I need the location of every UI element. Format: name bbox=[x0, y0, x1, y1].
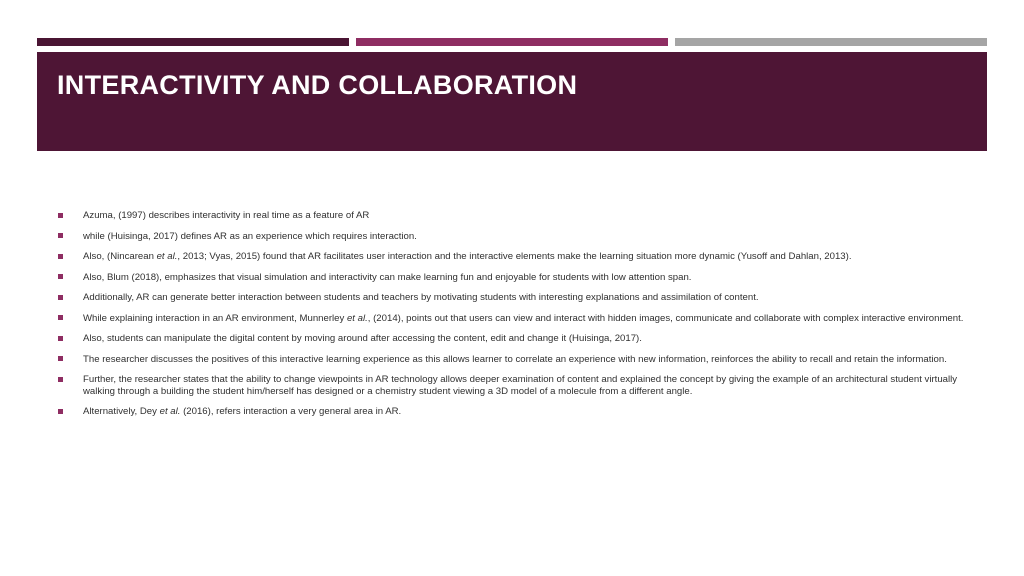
bullet-text: Further, the researcher states that the ability to change viewpoints in AR technology allows deeper examination of content and explained the concept by giving the example of an architectural student virtually walking through a building the student him/herself has designed or a chemistry student viewing a 3D model of a molecule from a different angle. bbox=[83, 374, 958, 397]
bullet-square-icon bbox=[58, 336, 63, 341]
bullet-square-icon bbox=[58, 295, 63, 300]
bullet-square-icon bbox=[58, 254, 63, 259]
bullet-text-part: (2016), refers interaction a very general area in AR. bbox=[180, 406, 402, 417]
bullet-text-italic: et al. bbox=[346, 312, 368, 324]
bullet-text bbox=[83, 313, 968, 325]
bullet-text: Also, Blum (2018), emphasizes that visual simulation and interactivity can make learning fun and enjoyable for students with low attention span. bbox=[83, 271, 692, 283]
bullet-item bbox=[58, 272, 968, 284]
bullet-text-part: , (2014), points out that users can view and interact with hidden images, communicate and collaborate with complex interactive environment. bbox=[367, 312, 964, 324]
bullet-item bbox=[58, 333, 968, 345]
bullet-text: Azuma, (1997) describes interactivity in real time as a feature of AR bbox=[83, 210, 370, 221]
bullet-square-icon bbox=[58, 213, 63, 218]
bullet-text: Additionally, AR can generate better interaction between students and teachers by motivating students with interesting explanations and assimilation of content. bbox=[83, 292, 759, 303]
bullet-square-icon bbox=[58, 377, 63, 382]
top-stripe-grey bbox=[675, 38, 987, 46]
bullet-text-italic: et al. bbox=[159, 406, 181, 417]
bullet-square-icon bbox=[58, 274, 63, 279]
bullet-square-icon bbox=[58, 409, 63, 414]
bullet-square-icon bbox=[58, 233, 63, 238]
bullet-text: Also, students can manipulate the digital content by moving around after accessing the content, edit and change it (Huisinga, 2017). bbox=[83, 333, 642, 344]
title-band bbox=[37, 52, 987, 151]
bullet-text-italic: et al. bbox=[156, 251, 178, 262]
bullet-item bbox=[58, 210, 968, 222]
bullet-text bbox=[83, 406, 968, 418]
bullet-text: while (Huisinga, 2017) defines AR as an experience which requires interaction. bbox=[83, 230, 417, 242]
bullet-item bbox=[58, 354, 968, 366]
bullet-text: The researcher discusses the positives of this interactive learning experience as this allows learner to correlate an experience with new information, reinforces the ability to recall and retain the information. bbox=[83, 353, 947, 365]
slide-title: INTERACTIVITY AND COLLABORATION bbox=[57, 70, 578, 100]
bullet-list bbox=[58, 210, 968, 427]
bullet-text bbox=[83, 251, 968, 263]
bullet-square-icon bbox=[58, 315, 63, 320]
bullet-text-part: While explaining interaction in an AR environment, Munnerley bbox=[83, 312, 347, 324]
bullet-item bbox=[58, 406, 968, 418]
top-stripe-dark bbox=[37, 38, 349, 46]
bullet-square-icon bbox=[58, 356, 63, 361]
bullet-text-part: Alternatively, Dey bbox=[83, 406, 160, 417]
bullet-text-part: , 2013; Vyas, 2015) found that AR facilitates user interaction and the interactive elements make the learning situation more dynamic (Yusoff and Dahlan, 2013). bbox=[177, 251, 852, 262]
bullet-item bbox=[58, 292, 968, 304]
top-stripe-magenta bbox=[356, 38, 668, 46]
bullet-item bbox=[58, 313, 968, 325]
bullet-item bbox=[58, 251, 968, 263]
bullet-text-part: Also, (Nincarean bbox=[83, 251, 157, 262]
bullet-item bbox=[58, 231, 968, 243]
bullet-item bbox=[58, 374, 968, 397]
